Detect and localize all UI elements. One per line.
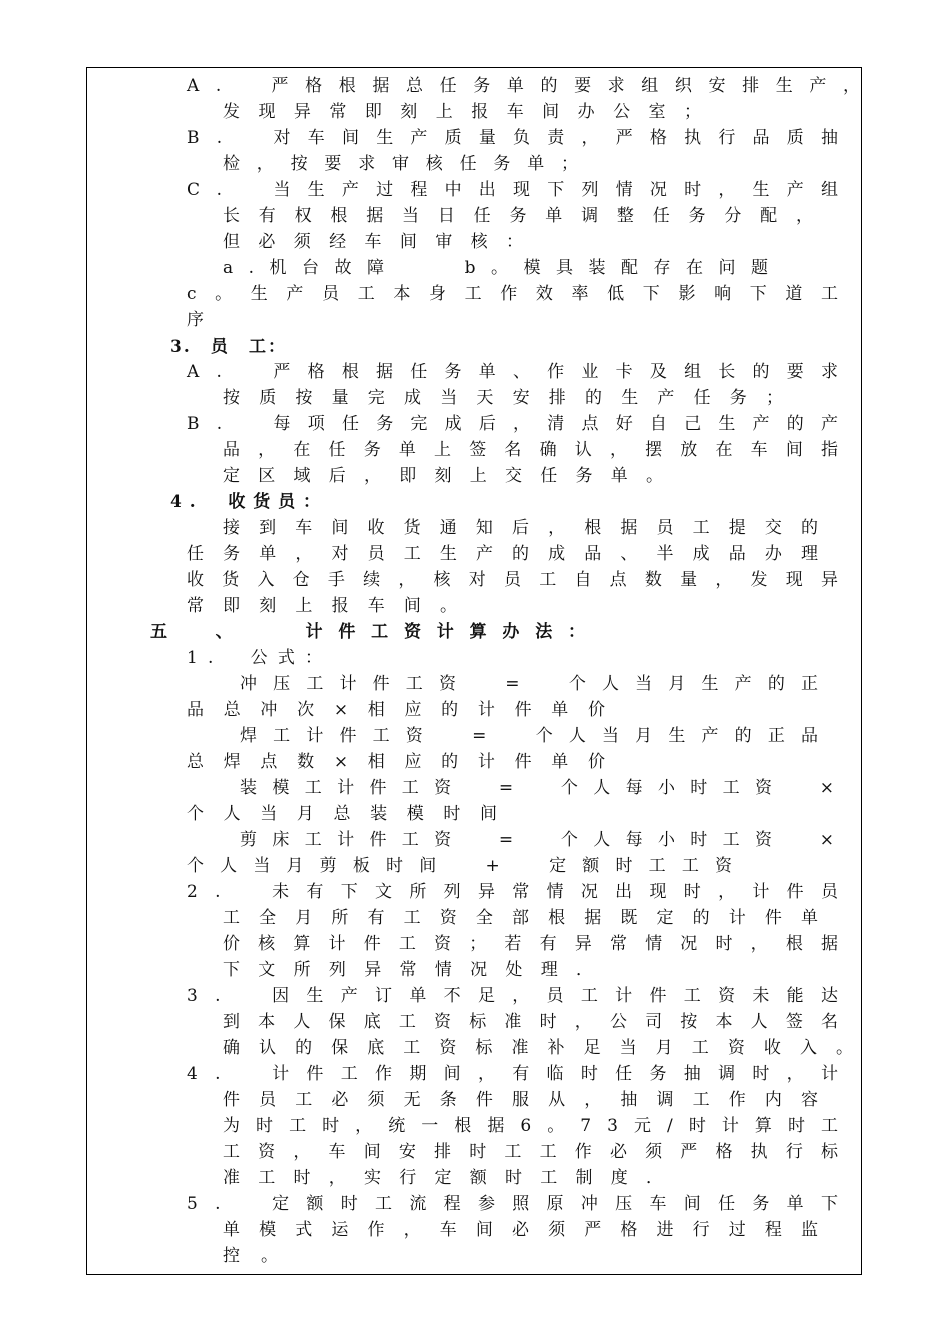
text-line: 3. 员 工： [170,337,288,357]
text-line: 个人当月总装模时间 [187,804,517,824]
text-line: 4. 收货员： [170,492,328,512]
text-line: 4. 计件工作期间，有临时任务抽调时，计 [187,1064,856,1084]
text-line: 1. 公式： [187,648,333,668]
text-line: 单模式运作，车间必须严格进行过程监 [223,1220,838,1240]
text-line: A. 严格根据总任务单的要求组织安排生产， [187,76,877,96]
text-line: 价核算计件工资；若有异常情况时，根据 [223,934,857,954]
text-line: c。生产员工本身工作效率低下影响下道工 [187,284,857,304]
text-line: 为时工时，统一根据6。73元/时计算时工 [223,1116,855,1136]
text-line: 常即刻上报车间。 [187,596,477,616]
text-line: 按质按量完成当天安排的生产任务； [223,388,803,408]
text-line: 品总冲次×相应的计件单价 [187,700,625,720]
text-line: 到本人保底工资标准时，公司按本人签名 [223,1012,857,1032]
text-line: 下文所列异常情况处理． [223,960,612,980]
text-line: 任务单，对员工生产的成品、半成品办理 [187,544,838,564]
text-line: C. 当生产过程中出现下列情况时，生产组 [187,180,856,200]
text-line: 工资，车间安排时工工作必须严格执行标 [223,1142,857,1162]
text-line: 冲压工计件工资 = 个人当月生产的正 [240,674,835,694]
text-line: 长有权根据当日任务单调整任务分配， [223,206,832,226]
text-line: 检，按要求审核任务单； [223,154,595,174]
text-line: 准工时，实行定额时工制度． [223,1168,682,1188]
text-line: 五 、 计件工资计算办法： [150,622,601,642]
text-line: 装模工计件工资 = 个人每小时工资 × [240,778,850,798]
text-line: a.机台故障 b。模具装配存在问题 [223,258,784,278]
text-line: 焊工计件工资 = 个人当月生产的正品 [240,726,835,746]
text-line: 定区域后，即刻上交任务单。 [223,466,682,486]
text-line: 件员工必须无条件服从，抽调工作内容 [223,1090,838,1110]
text-line: 但必须经车间审核： [223,232,542,252]
text-line: 发现异常即刻上报车间办公室； [223,102,720,122]
text-line: 3. 因生产订单不足，员工计件工资未能达 [187,986,856,1006]
text-line: 个人当月剪板时间 + 定额时工工资 [187,856,749,876]
text-line: 控。 [223,1246,299,1266]
text-line: 收货入仓手续，核对员工自点数量，发现异 [187,570,857,590]
text-line: 接到车间收货通知后，根据员工提交的 [223,518,838,538]
text-line: 序 [187,310,204,330]
text-line: 总焊点数×相应的计件单价 [187,752,625,772]
text-line: 2. 未有下文所列异常情况出现时，计件员 [187,882,856,902]
text-line: 品，在任务单上签名确认，摆放在车间指 [223,440,857,460]
text-line: 剪床工计件工资 = 个人每小时工资 × [240,830,850,850]
text-line: 确认的保底工资标准补足当月工资收入。 [223,1038,873,1058]
text-line: B. 每项任务完成后，清点好自己生产的产 [187,414,856,434]
text-line: B. 对车间生产质量负责，严格执行品质抽 [187,128,856,148]
text-line: A. 严格根据任务单、作业卡及组长的要求 [187,362,856,382]
text-line: 工全月所有工资全部根据既定的计件单 [223,908,838,928]
text-line: 5. 定额时工流程参照原冲压车间任务单下 [187,1194,856,1214]
